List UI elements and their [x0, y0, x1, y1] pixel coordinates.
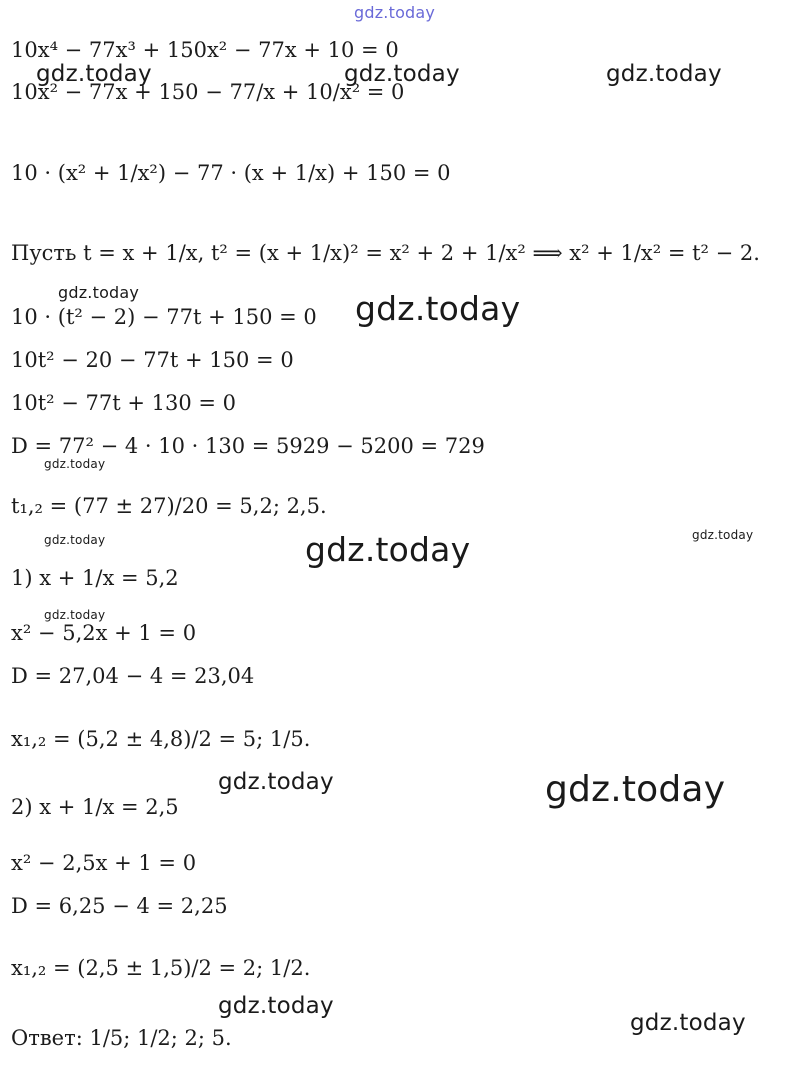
watermark: gdz.today — [44, 457, 106, 471]
watermark: gdz.today — [305, 530, 471, 569]
equation-line-8 — [11, 436, 485, 457]
equation-text: D = 77² − 4 · 10 · 130 = 5929 − 5200 = 729 — [11, 434, 485, 458]
equation-text: 10t² − 20 − 77t + 150 = 0 — [11, 348, 294, 372]
watermark: gdz.today — [218, 993, 334, 1019]
equation-text: x₁,₂ = (2,5 ± 1,5)/2 = 2; 1/2. — [11, 956, 311, 980]
watermark: gdz.today — [692, 528, 754, 542]
watermark: gdz.today — [606, 61, 722, 87]
watermark: gdz.today — [44, 533, 106, 547]
equation-text: D = 6,25 − 4 = 2,25 — [11, 894, 228, 918]
watermark: gdz.today — [545, 769, 726, 810]
watermark: gdz.today — [36, 61, 152, 87]
equation-text: Пусть t = x + 1/x, t² = (x + 1/x)² = x² + 2 + 1/x² ⟹ x² + 1/x² = t² − 2. — [11, 241, 760, 265]
equation-line-11 — [11, 623, 196, 644]
equation-text: 10x² − 77x + 150 − 77/x + 10/x² = 0 — [11, 80, 405, 104]
equation-line-5 — [11, 307, 317, 328]
equation-line-13 — [11, 729, 310, 750]
equation-text: 10 · (t² − 2) − 77t + 150 = 0 — [11, 305, 317, 329]
equation-text: t₁,₂ = (77 ± 27)/20 = 5,2; 2,5. — [11, 494, 327, 518]
equation-text: 1) x + 1/x = 5,2 — [11, 566, 179, 590]
equation-line-9 — [11, 496, 327, 517]
watermark: gdz.today — [44, 608, 106, 622]
equation-line-6 — [11, 350, 294, 371]
equation-line-12 — [11, 666, 254, 687]
equation-text: x² − 2,5x + 1 = 0 — [11, 851, 197, 875]
equation-text: x² − 5,2x + 1 = 0 — [11, 621, 197, 645]
equation-text: 2) x + 1/x = 2,5 — [11, 795, 179, 819]
equation-text: 10t² − 77t + 130 = 0 — [11, 391, 237, 415]
equation-text: x₁,₂ = (5,2 ± 4,8)/2 = 5; 1/5. — [11, 727, 311, 751]
equation-line-14 — [11, 797, 179, 818]
equation-line-15 — [11, 853, 196, 874]
equation-line-17 — [11, 958, 310, 979]
watermark: gdz.today — [344, 61, 460, 87]
equation-line-10 — [11, 568, 179, 589]
equation-text: 10x⁴ − 77x³ + 150x² − 77x + 10 = 0 — [11, 38, 399, 62]
answer-text: Ответ: 1/5; 1/2; 2; 5. — [11, 1026, 232, 1050]
equation-line-16 — [11, 896, 228, 917]
watermark: gdz.today — [218, 769, 334, 795]
equation-line-7 — [11, 393, 236, 414]
watermark: gdz.today — [58, 283, 140, 302]
watermark: gdz.today — [355, 289, 521, 328]
equation-text: 10 · (x² + 1/x²) − 77 · (x + 1/x) + 150 = 0 — [11, 161, 451, 185]
equation-line-1 — [11, 40, 399, 61]
equation-line-4 — [11, 243, 760, 264]
watermark: gdz.today — [630, 1010, 746, 1036]
equation-line-3 — [11, 163, 451, 184]
answer-line — [11, 1028, 232, 1049]
equation-text: D = 27,04 − 4 = 23,04 — [11, 664, 255, 688]
watermark: gdz.today — [354, 3, 436, 22]
equation-line-2 — [11, 82, 404, 103]
